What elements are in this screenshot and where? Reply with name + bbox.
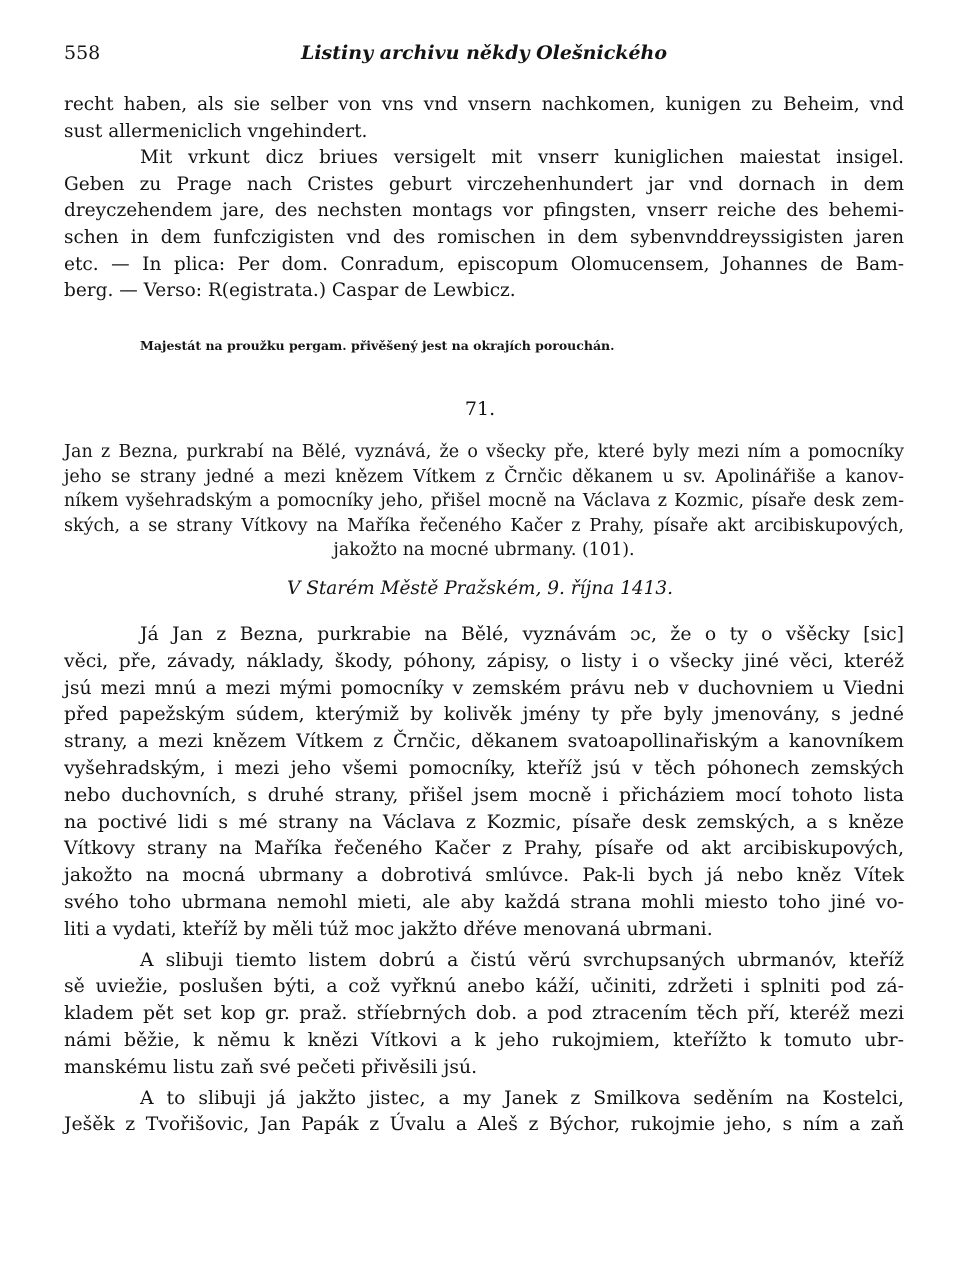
document-body — [64, 622, 904, 1139]
regest-line: níkem vyšehradským a pomocníky jeho, přišel mocně na Václava z Kozmic, písaře desk zem- — [64, 491, 904, 511]
text-line: liti a vydati, kteříž by měli túž moc jakžto dřéve menovaná ubrmani. — [64, 918, 713, 940]
page-header — [64, 42, 904, 72]
text-line: nebo duchovních, s druhé strany, přišel jsem mocně i přicháziem mocí tohoto lista — [64, 784, 904, 806]
text-line: Ješěk z Tvořišovic, Jan Papák z Úvalu a Aleš z Býchor, rukojmie jeho, s ním a zaň — [64, 1114, 904, 1136]
text-line: před papežským súdem, kterýmiž by kolivěk jmény ty pře byly jmenovány, s jedné — [64, 704, 904, 726]
text-line: Vítkovy strany na Maříka řečeného Kačer z Prahy, písaře od akt arcibiskupových, — [64, 838, 904, 860]
text-line: jakožto na mocná ubrmany a dobrotivá smlúvce. Pak-li bych já nebo kněz Vítek — [64, 865, 904, 887]
text-line: A slibuji tiemto listem dobrú a čistú věrú svrchupsaných ubrmanóv, kteříž — [140, 949, 904, 971]
paragraph — [64, 622, 904, 944]
text-line: Já Jan z Bezna, purkrabie na Bělé, vyznávám ɔc, že o ty o všěcky [sic] — [140, 624, 904, 645]
text-line: jsú mezi mnú a mezi mými pomocníky v zemském právu neb v duchovniem u Viedni — [64, 677, 904, 699]
text-line: svého toho ubrmana nemohl mieti, ale aby každá strana mohli miesto toho jiné vo- — [64, 891, 904, 913]
text-line: sě uviežie, poslušen býti, a což vyřknú anebo káží, učiniti, zdržeti i splniti pod zá- — [64, 976, 904, 998]
document-regest — [64, 440, 904, 563]
regest-line: Jan z Bezna, purkrabí na Bělé, vyznává, že o všecky pře, které byly mezi ním a pomocníky — [64, 442, 904, 462]
paragraph — [64, 948, 904, 1082]
text-line: vyšehradským, i mezi jeho všemi pomocníky, kteříž jsú v těch póhonech zemských — [64, 757, 904, 779]
text-line: strany, a mezi knězem Vítkem z Črnčic, děkanem svatoapollinařiským a kanovníkem — [64, 731, 904, 753]
text-line: berg. — Verso: R(egistrata.) Caspar de Lewbicz. — [64, 280, 516, 302]
running-title: Listiny archivu někdy Olešnického — [300, 42, 668, 64]
text-line: A to slibuji já jakžto jistec, a my Janek z Smilkova seděním na Kostelci, — [140, 1087, 904, 1109]
regest-line: jakožto na mocné ubrmany. (101). — [333, 540, 635, 560]
text-line: na poctivé lidi s mé strany na Václava z Kozmic, písaře desk zemských, a s kněze — [64, 811, 904, 833]
text-line: věci, pře, závady, náklady, škody, póhony, zápisy, o listy i o všecky jiné věci, kteréž — [64, 650, 904, 672]
text-line: Geben zu Prage nach Cristes geburt virczehenhundert jar vnd dornach in dem — [64, 173, 904, 195]
text-line: kladem pět set kop gr. praž. stříebrných dob. a pod ztracením těch pří, kteréž mezi — [64, 1003, 904, 1025]
text-line: etc. — In plica: Per dom. Conradum, episcopum Olomucensem, Johannes de Bam- — [64, 253, 904, 275]
paragraph — [64, 1086, 904, 1140]
document-number: 71. — [464, 398, 496, 420]
date-place-line: V Starém Městě Pražském, 9. října 1413. — [286, 578, 674, 599]
text-line: dreyczehendem jare, des nechsten montags vor pfingsten, vnserr reiche des behemi- — [64, 200, 904, 222]
seal-note: Majestát na proužku pergam. přivěšený jest na okrajích porouchán. — [140, 338, 615, 353]
previous-document-ending — [64, 92, 904, 305]
regest-line: ských, a se strany Vítkovy na Maříka řečeného Kačer z Prahy, písaře akt arcibiskupových, — [64, 515, 904, 536]
text-line: Mit vrkunt dicz briues versigelt mit vnserr kuniglichen maiestat insigel. — [140, 147, 904, 169]
text-line: manskému listu zaň své pečeti přivěsili jsú. — [64, 1056, 478, 1078]
text-line: námi běžie, k němu k knězi Vítkovi a k jeho rukojmiem, kteřížto k tomuto ubr- — [64, 1029, 904, 1051]
page-number: 558 — [64, 42, 101, 64]
text-line: sust allermeniclich vngehindert. — [64, 120, 368, 142]
text-line: recht haben, als sie selber von vns vnd vnsern nachkomen, kunigen zu Beheim, vnd — [64, 94, 904, 115]
text-line: schen in dem funfczigisten vnd des romischen in dem sybenvnddreyssigisten jaren — [64, 226, 904, 248]
regest-line: jeho se strany jedné a mezi knězem Vítkem z Črnčic děkanem u sv. Apolinářiše a kanov- — [64, 466, 904, 487]
